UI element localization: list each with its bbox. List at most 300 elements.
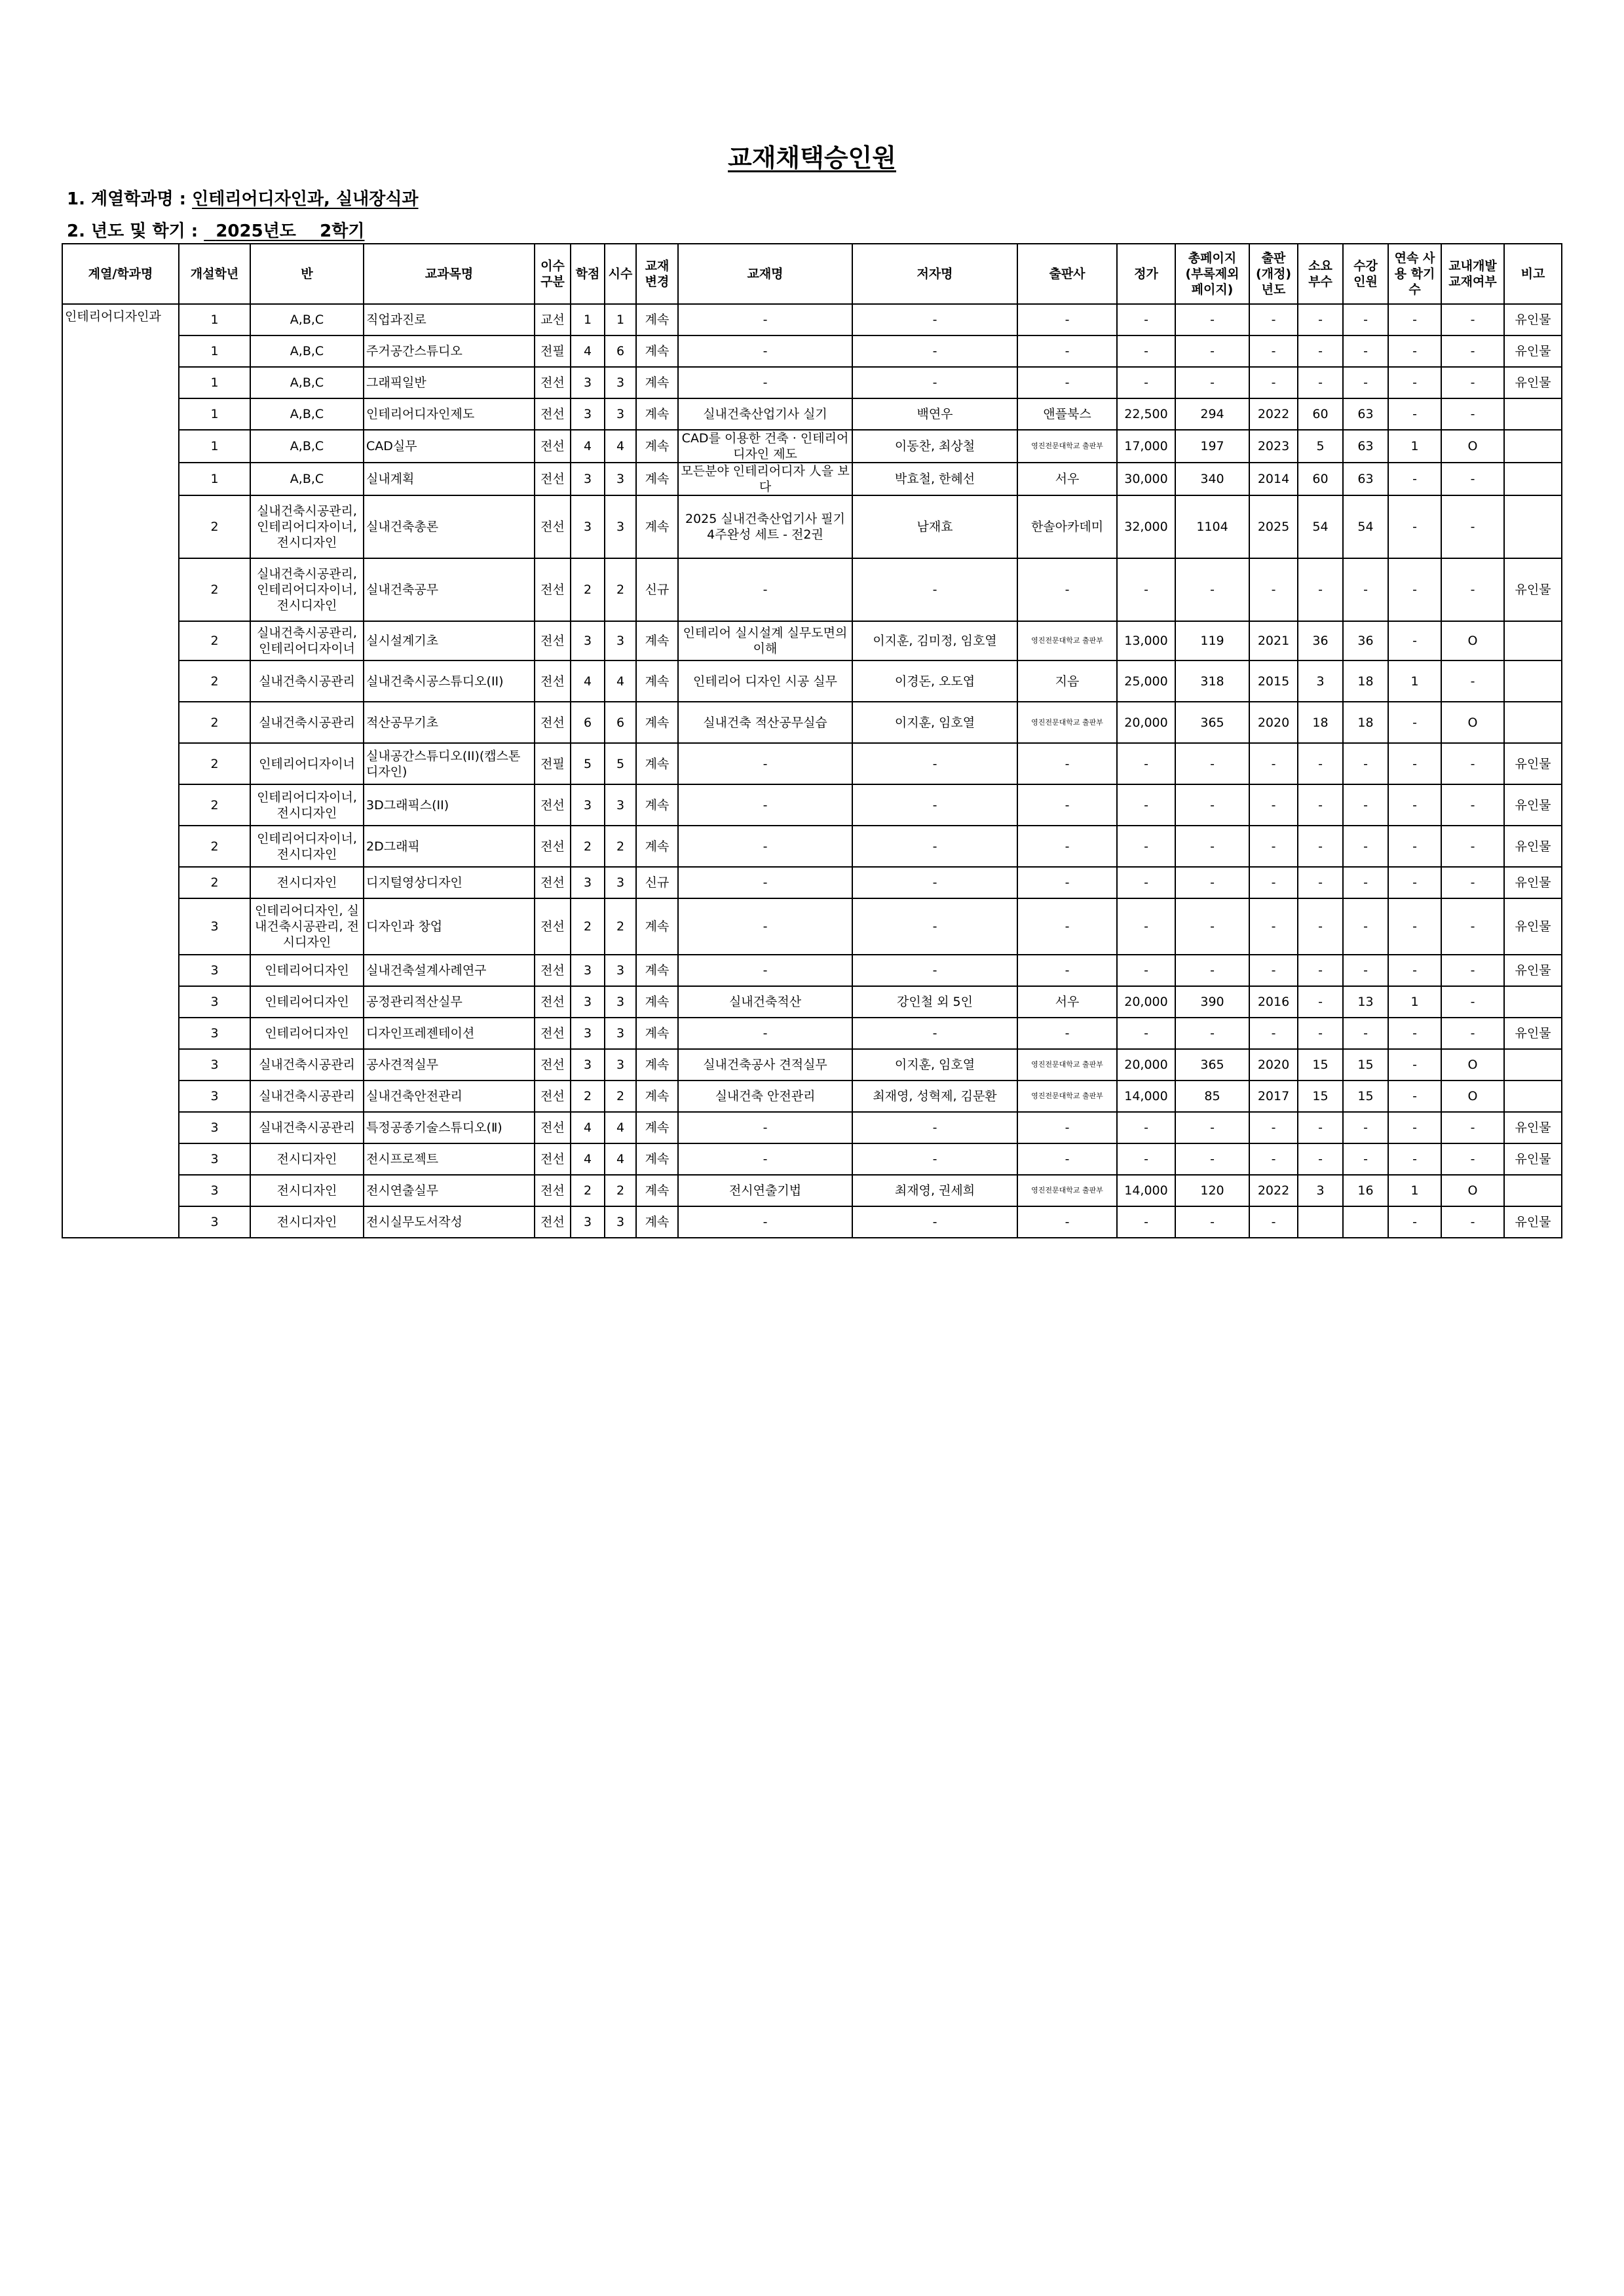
- note-cell: 유인물: [1504, 955, 1562, 986]
- table-row: [62, 1018, 1562, 1049]
- students-cell: 18: [1343, 702, 1388, 743]
- header-row: [62, 244, 1562, 304]
- publisher-cell: 영진전문대학교 출판부: [1017, 430, 1117, 463]
- price-cell: -: [1117, 304, 1175, 335]
- subject-cell: 전시연출실무: [364, 1175, 535, 1206]
- change-cell: 계속: [636, 702, 678, 743]
- term-year: 2025년도: [216, 221, 296, 241]
- inhouse-cell: O: [1441, 1175, 1504, 1206]
- credit-cell: 3: [571, 367, 605, 398]
- class-cell: A,B,C: [250, 304, 364, 335]
- inhouse-cell: -: [1441, 660, 1504, 702]
- author-cell: -: [852, 367, 1017, 398]
- subject-cell: 3D그래픽스(II): [364, 784, 535, 826]
- author-cell: -: [852, 304, 1017, 335]
- credit-cell: 3: [571, 986, 605, 1018]
- year-cell: 3: [179, 1081, 250, 1112]
- change-cell: 계속: [636, 398, 678, 430]
- author-cell: -: [852, 743, 1017, 784]
- price-cell: 25,000: [1117, 660, 1175, 702]
- table-row: [62, 702, 1562, 743]
- credit-cell: 3: [571, 463, 605, 495]
- pages-cell: 197: [1175, 430, 1249, 463]
- change-cell: 계속: [636, 743, 678, 784]
- subject-cell: 전시실무도서작성: [364, 1206, 535, 1238]
- table-row: [62, 558, 1562, 621]
- price-cell: 22,500: [1117, 398, 1175, 430]
- pages-cell: 1104: [1175, 495, 1249, 558]
- class-cell: 전시디자인: [250, 1206, 364, 1238]
- note-cell: 유인물: [1504, 826, 1562, 867]
- class-cell: 실내건축시공관리, 인테리어디자이너: [250, 621, 364, 660]
- book-cell: -: [678, 784, 852, 826]
- year-cell: 2: [179, 826, 250, 867]
- edition-cell: -: [1249, 335, 1298, 367]
- author-cell: 이동찬, 최상철: [852, 430, 1017, 463]
- year-cell: 2: [179, 784, 250, 826]
- book-cell: 실내건축산업기사 실기: [678, 398, 852, 430]
- inhouse-cell: -: [1441, 1112, 1504, 1143]
- edition-cell: 2021: [1249, 621, 1298, 660]
- copies-cell: [1298, 1206, 1343, 1238]
- publisher-cell: 영진전문대학교 출판부: [1017, 702, 1117, 743]
- semesters-cell: -: [1388, 1112, 1441, 1143]
- header-note: 비고: [1504, 244, 1562, 304]
- hours-cell: 2: [605, 558, 636, 621]
- year-cell: 2: [179, 702, 250, 743]
- hours-cell: 3: [605, 621, 636, 660]
- pages-cell: 365: [1175, 702, 1249, 743]
- publisher-cell: -: [1017, 558, 1117, 621]
- students-cell: -: [1343, 1143, 1388, 1175]
- class-cell: 전시디자인: [250, 1175, 364, 1206]
- class-cell: A,B,C: [250, 367, 364, 398]
- change-cell: 계속: [636, 1143, 678, 1175]
- pages-cell: 365: [1175, 1049, 1249, 1081]
- credit-cell: 2: [571, 1175, 605, 1206]
- copies-cell: -: [1298, 335, 1343, 367]
- class-cell: 인테리어디자인, 실내건축시공관리, 전시디자인: [250, 898, 364, 955]
- edition-cell: -: [1249, 743, 1298, 784]
- type-cell: 전선: [535, 986, 571, 1018]
- department-label: 1. 계열학과명 :: [67, 189, 193, 209]
- semesters-cell: -: [1388, 784, 1441, 826]
- students-cell: -: [1343, 784, 1388, 826]
- note-cell: [1504, 430, 1562, 463]
- book-cell: 실내건축적산: [678, 986, 852, 1018]
- copies-cell: 15: [1298, 1049, 1343, 1081]
- pages-cell: -: [1175, 898, 1249, 955]
- edition-cell: -: [1249, 826, 1298, 867]
- book-cell: -: [678, 867, 852, 898]
- hours-cell: 3: [605, 367, 636, 398]
- credit-cell: 3: [571, 784, 605, 826]
- edition-cell: -: [1249, 1018, 1298, 1049]
- publisher-cell: -: [1017, 1112, 1117, 1143]
- edition-cell: -: [1249, 1143, 1298, 1175]
- price-cell: -: [1117, 367, 1175, 398]
- hours-cell: 5: [605, 743, 636, 784]
- inhouse-cell: -: [1441, 463, 1504, 495]
- book-cell: CAD를 이용한 건축 · 인테리어디자인 제도: [678, 430, 852, 463]
- credit-cell: 4: [571, 1143, 605, 1175]
- author-cell: -: [852, 335, 1017, 367]
- price-cell: -: [1117, 1143, 1175, 1175]
- class-cell: 실내건축시공관리: [250, 1081, 364, 1112]
- publisher-cell: -: [1017, 1206, 1117, 1238]
- students-cell: -: [1343, 367, 1388, 398]
- hours-cell: 1: [605, 304, 636, 335]
- pages-cell: -: [1175, 335, 1249, 367]
- copies-cell: -: [1298, 743, 1343, 784]
- subject-cell: 특정공종기술스튜디오(Ⅱ): [364, 1112, 535, 1143]
- header-type: 이수 구분: [535, 244, 571, 304]
- students-cell: 13: [1343, 986, 1388, 1018]
- students-cell: 36: [1343, 621, 1388, 660]
- book-cell: 실내건축 적산공무실습: [678, 702, 852, 743]
- textbook-table: [62, 243, 1562, 1238]
- pages-cell: 120: [1175, 1175, 1249, 1206]
- author-cell: -: [852, 955, 1017, 986]
- credit-cell: 4: [571, 430, 605, 463]
- copies-cell: 3: [1298, 660, 1343, 702]
- copies-cell: 3: [1298, 1175, 1343, 1206]
- class-cell: 인테리어디자인: [250, 955, 364, 986]
- hours-cell: 3: [605, 784, 636, 826]
- class-cell: 인테리어디자이너,전시디자인: [250, 784, 364, 826]
- class-cell: 실내건축시공관리, 인테리어디자이너, 전시디자인: [250, 495, 364, 558]
- table-row: [62, 1081, 1562, 1112]
- hours-cell: 2: [605, 826, 636, 867]
- students-cell: 54: [1343, 495, 1388, 558]
- students-cell: -: [1343, 867, 1388, 898]
- header-publisher: 출판사: [1017, 244, 1117, 304]
- pages-cell: -: [1175, 784, 1249, 826]
- semesters-cell: 1: [1388, 1175, 1441, 1206]
- semesters-cell: -: [1388, 1049, 1441, 1081]
- change-cell: 계속: [636, 495, 678, 558]
- year-cell: 3: [179, 955, 250, 986]
- table-row: [62, 867, 1562, 898]
- credit-cell: 2: [571, 1081, 605, 1112]
- note-cell: 유인물: [1504, 743, 1562, 784]
- author-cell: 이경돈, 오도엽: [852, 660, 1017, 702]
- semesters-cell: -: [1388, 955, 1441, 986]
- type-cell: 전선: [535, 702, 571, 743]
- change-cell: 계속: [636, 1175, 678, 1206]
- credit-cell: 3: [571, 495, 605, 558]
- year-cell: 3: [179, 1049, 250, 1081]
- publisher-cell: -: [1017, 826, 1117, 867]
- author-cell: -: [852, 1018, 1017, 1049]
- inhouse-cell: O: [1441, 1081, 1504, 1112]
- header-inhouse: 교내개발 교재여부: [1441, 244, 1504, 304]
- hours-cell: 4: [605, 430, 636, 463]
- price-cell: -: [1117, 558, 1175, 621]
- book-cell: 모든분야 인테리어디자 人을 보다: [678, 463, 852, 495]
- publisher-cell: 영진전문대학교 출판부: [1017, 1049, 1117, 1081]
- note-cell: 유인물: [1504, 367, 1562, 398]
- students-cell: 63: [1343, 463, 1388, 495]
- author-cell: 강인철 외 5인: [852, 986, 1017, 1018]
- change-cell: 계속: [636, 955, 678, 986]
- year-cell: 3: [179, 986, 250, 1018]
- note-cell: 유인물: [1504, 1018, 1562, 1049]
- type-cell: 전선: [535, 826, 571, 867]
- students-cell: 18: [1343, 660, 1388, 702]
- edition-cell: -: [1249, 955, 1298, 986]
- price-cell: 14,000: [1117, 1081, 1175, 1112]
- subject-cell: 그래픽일반: [364, 367, 535, 398]
- subject-cell: 실시설계기초: [364, 621, 535, 660]
- subject-cell: 실내공간스튜디오(II)(캡스톤디자인): [364, 743, 535, 784]
- year-cell: 2: [179, 660, 250, 702]
- edition-cell: -: [1249, 367, 1298, 398]
- students-cell: -: [1343, 743, 1388, 784]
- inhouse-cell: -: [1441, 335, 1504, 367]
- change-cell: 계속: [636, 304, 678, 335]
- class-cell: 인테리어디자이너: [250, 743, 364, 784]
- pages-cell: -: [1175, 1143, 1249, 1175]
- semesters-cell: -: [1388, 1206, 1441, 1238]
- publisher-cell: -: [1017, 867, 1117, 898]
- class-cell: 인테리어디자이너,전시디자인: [250, 826, 364, 867]
- inhouse-cell: -: [1441, 826, 1504, 867]
- class-cell: 실내건축시공관리: [250, 660, 364, 702]
- table-row: [62, 398, 1562, 430]
- class-cell: 전시디자인: [250, 867, 364, 898]
- year-cell: 3: [179, 898, 250, 955]
- year-cell: 2: [179, 558, 250, 621]
- change-cell: 계속: [636, 1018, 678, 1049]
- semesters-cell: -: [1388, 1018, 1441, 1049]
- subject-cell: 공정관리적산실무: [364, 986, 535, 1018]
- students-cell: [1343, 1206, 1388, 1238]
- students-cell: -: [1343, 304, 1388, 335]
- edition-cell: 2015: [1249, 660, 1298, 702]
- table-row: [62, 743, 1562, 784]
- semesters-cell: -: [1388, 898, 1441, 955]
- header-year: 개설학년: [179, 244, 250, 304]
- book-cell: -: [678, 955, 852, 986]
- year-cell: 2: [179, 495, 250, 558]
- year-cell: 3: [179, 1018, 250, 1049]
- pages-cell: -: [1175, 1112, 1249, 1143]
- publisher-cell: 영진전문대학교 출판부: [1017, 1175, 1117, 1206]
- inhouse-cell: -: [1441, 898, 1504, 955]
- subject-cell: 실내건축공무: [364, 558, 535, 621]
- students-cell: -: [1343, 1112, 1388, 1143]
- inhouse-cell: -: [1441, 1018, 1504, 1049]
- header-copies: 소요 부수: [1298, 244, 1343, 304]
- edition-cell: 2016: [1249, 986, 1298, 1018]
- publisher-cell: 한솔아카데미: [1017, 495, 1117, 558]
- type-cell: 전선: [535, 784, 571, 826]
- price-cell: -: [1117, 826, 1175, 867]
- edition-cell: 2017: [1249, 1081, 1298, 1112]
- hours-cell: 6: [605, 702, 636, 743]
- publisher-cell: -: [1017, 784, 1117, 826]
- price-cell: 14,000: [1117, 1175, 1175, 1206]
- header-pages: 총페이지 (부록제외 페이지): [1175, 244, 1249, 304]
- edition-cell: 2014: [1249, 463, 1298, 495]
- term-label: 2. 년도 및 학기 :: [67, 221, 204, 241]
- change-cell: 계속: [636, 660, 678, 702]
- book-cell: -: [678, 1206, 852, 1238]
- edition-cell: -: [1249, 867, 1298, 898]
- header-book: 교재명: [678, 244, 852, 304]
- year-cell: 1: [179, 335, 250, 367]
- table-row: [62, 826, 1562, 867]
- class-cell: 인테리어디자인: [250, 1018, 364, 1049]
- students-cell: -: [1343, 955, 1388, 986]
- change-cell: 계속: [636, 1049, 678, 1081]
- students-cell: -: [1343, 335, 1388, 367]
- type-cell: 전선: [535, 621, 571, 660]
- note-cell: [1504, 621, 1562, 660]
- type-cell: 전선: [535, 1081, 571, 1112]
- table-row: [62, 986, 1562, 1018]
- department-value: 인테리어디자인과, 실내장식과: [192, 189, 419, 209]
- type-cell: 전선: [535, 367, 571, 398]
- students-cell: 16: [1343, 1175, 1388, 1206]
- book-cell: 2025 실내건축산업기사 필기 4주완성 세트 - 전2권: [678, 495, 852, 558]
- copies-cell: -: [1298, 304, 1343, 335]
- year-cell: 2: [179, 743, 250, 784]
- table-row: [62, 430, 1562, 463]
- inhouse-cell: O: [1441, 621, 1504, 660]
- hours-cell: 3: [605, 1049, 636, 1081]
- copies-cell: -: [1298, 1112, 1343, 1143]
- price-cell: -: [1117, 1112, 1175, 1143]
- semesters-cell: -: [1388, 743, 1441, 784]
- price-cell: 30,000: [1117, 463, 1175, 495]
- students-cell: -: [1343, 826, 1388, 867]
- change-cell: 계속: [636, 1112, 678, 1143]
- year-cell: 3: [179, 1175, 250, 1206]
- credit-cell: 3: [571, 398, 605, 430]
- inhouse-cell: -: [1441, 398, 1504, 430]
- year-cell: 1: [179, 304, 250, 335]
- table-row: [62, 495, 1562, 558]
- price-cell: -: [1117, 955, 1175, 986]
- subject-cell: 실내건축시공스튜디오(II): [364, 660, 535, 702]
- edition-cell: 2023: [1249, 430, 1298, 463]
- table-row: [62, 463, 1562, 495]
- author-cell: 백연우: [852, 398, 1017, 430]
- book-cell: -: [678, 1143, 852, 1175]
- change-cell: 계속: [636, 621, 678, 660]
- subject-cell: 실내계획: [364, 463, 535, 495]
- header-author: 저자명: [852, 244, 1017, 304]
- inhouse-cell: -: [1441, 495, 1504, 558]
- copies-cell: -: [1298, 826, 1343, 867]
- students-cell: -: [1343, 558, 1388, 621]
- year-cell: 3: [179, 1143, 250, 1175]
- author-cell: -: [852, 1206, 1017, 1238]
- note-cell: [1504, 1081, 1562, 1112]
- class-cell: 실내건축시공관리: [250, 702, 364, 743]
- year-cell: 3: [179, 1206, 250, 1238]
- book-cell: -: [678, 826, 852, 867]
- department-line: [67, 185, 419, 210]
- credit-cell: 6: [571, 702, 605, 743]
- change-cell: 계속: [636, 898, 678, 955]
- book-cell: 실내건축공사 견적실무: [678, 1049, 852, 1081]
- credit-cell: 3: [571, 1049, 605, 1081]
- author-cell: -: [852, 898, 1017, 955]
- author-cell: 박효철, 한혜선: [852, 463, 1017, 495]
- table-row: [62, 1112, 1562, 1143]
- inhouse-cell: -: [1441, 367, 1504, 398]
- class-cell: A,B,C: [250, 463, 364, 495]
- type-cell: 전선: [535, 955, 571, 986]
- inhouse-cell: -: [1441, 986, 1504, 1018]
- pages-cell: -: [1175, 304, 1249, 335]
- edition-cell: -: [1249, 784, 1298, 826]
- subject-cell: 디자인프레젠테이션: [364, 1018, 535, 1049]
- change-cell: 계속: [636, 826, 678, 867]
- edition-cell: 2022: [1249, 398, 1298, 430]
- document-title: 교재채택승인원: [728, 144, 896, 172]
- author-cell: 이지훈, 임호열: [852, 1049, 1017, 1081]
- book-cell: -: [678, 743, 852, 784]
- table-row: [62, 1143, 1562, 1175]
- type-cell: 전선: [535, 1206, 571, 1238]
- students-cell: 15: [1343, 1049, 1388, 1081]
- table-row: [62, 304, 1562, 335]
- change-cell: 신규: [636, 558, 678, 621]
- note-cell: 유인물: [1504, 335, 1562, 367]
- students-cell: -: [1343, 1018, 1388, 1049]
- class-cell: 실내건축시공관리: [250, 1049, 364, 1081]
- class-cell: A,B,C: [250, 430, 364, 463]
- semesters-cell: -: [1388, 398, 1441, 430]
- hours-cell: 3: [605, 1018, 636, 1049]
- type-cell: 전필: [535, 743, 571, 784]
- credit-cell: 3: [571, 1206, 605, 1238]
- hours-cell: 4: [605, 660, 636, 702]
- book-cell: -: [678, 1018, 852, 1049]
- edition-cell: -: [1249, 558, 1298, 621]
- note-cell: 유인물: [1504, 1206, 1562, 1238]
- change-cell: 계속: [636, 1081, 678, 1112]
- subject-cell: 직업과진로: [364, 304, 535, 335]
- subject-cell: 적산공무기초: [364, 702, 535, 743]
- copies-cell: 18: [1298, 702, 1343, 743]
- year-cell: 1: [179, 430, 250, 463]
- hours-cell: 3: [605, 463, 636, 495]
- note-cell: 유인물: [1504, 784, 1562, 826]
- publisher-cell: 앤플북스: [1017, 398, 1117, 430]
- semesters-cell: -: [1388, 867, 1441, 898]
- year-cell: 3: [179, 1112, 250, 1143]
- copies-cell: -: [1298, 898, 1343, 955]
- inhouse-cell: -: [1441, 784, 1504, 826]
- inhouse-cell: -: [1441, 304, 1504, 335]
- subject-cell: 주거공간스튜디오: [364, 335, 535, 367]
- credit-cell: 3: [571, 621, 605, 660]
- price-cell: 17,000: [1117, 430, 1175, 463]
- hours-cell: 2: [605, 898, 636, 955]
- table-row: [62, 784, 1562, 826]
- semesters-cell: 1: [1388, 986, 1441, 1018]
- type-cell: 전선: [535, 463, 571, 495]
- type-cell: 전선: [535, 867, 571, 898]
- credit-cell: 3: [571, 1018, 605, 1049]
- subject-cell: 2D그래픽: [364, 826, 535, 867]
- table-row: [62, 660, 1562, 702]
